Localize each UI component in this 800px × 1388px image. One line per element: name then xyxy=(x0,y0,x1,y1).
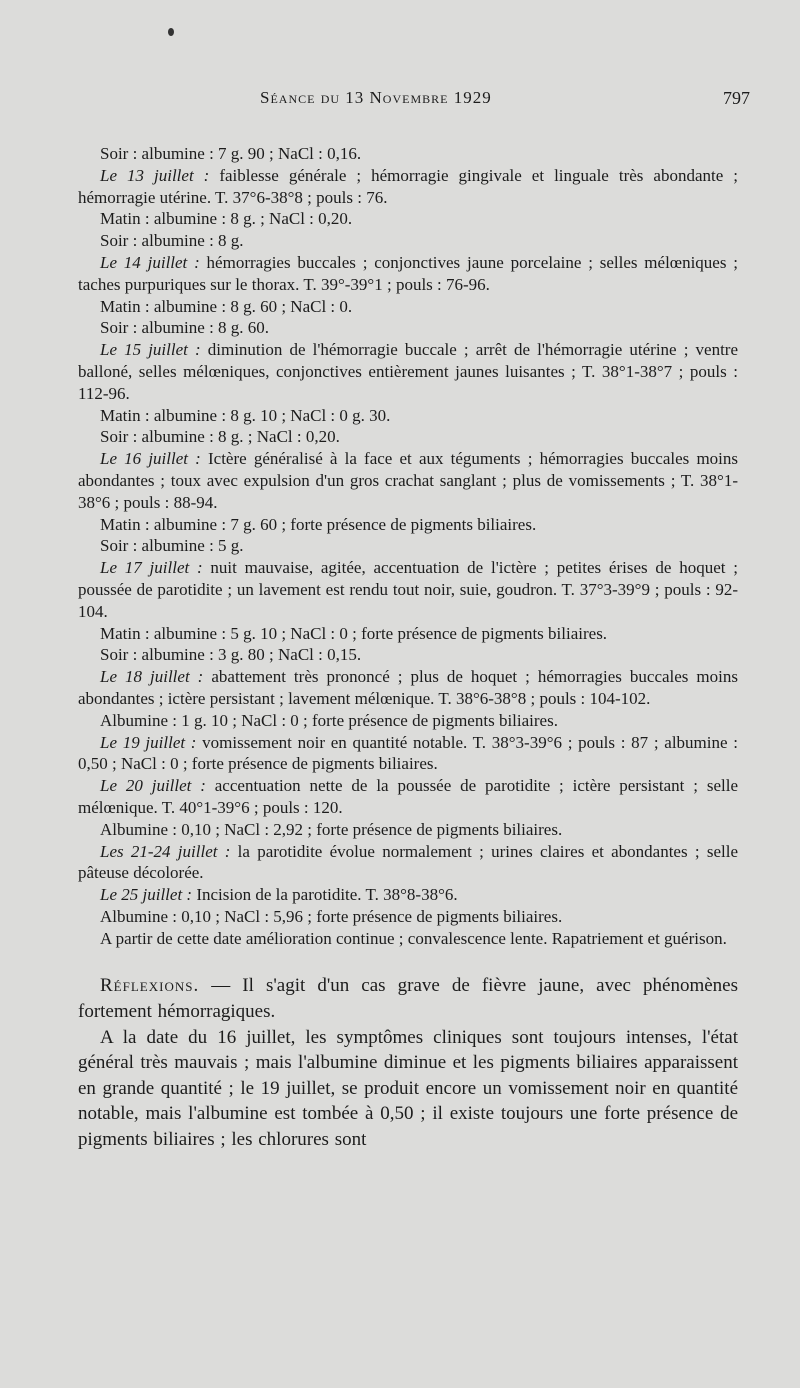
case-note-paragraph xyxy=(78,230,738,252)
case-note-text: diminution de l'hémorragie buccale ; arrêt de l'hémorragie utérine ; ventre balloné, selles mélœniques, conjonctives entièrement jaunes luisantes ; T. 38°1-38°7 ; pouls : 112-96. xyxy=(78,340,739,403)
case-note-paragraph xyxy=(78,819,738,841)
case-note-paragraph xyxy=(78,296,738,318)
case-note-paragraph xyxy=(78,557,738,622)
case-note-text: abattement très prononcé ; plus de hoquet ; hémorragies buccales moins abondantes ; ictère persistant ; lavement mélœnique. T. 38°6-38°8 ; pouls : 104-102. xyxy=(78,667,738,708)
reflexions-section xyxy=(78,973,738,1152)
case-note-date: Le 19 juillet : xyxy=(100,732,197,752)
case-note-date: Le 15 juillet : xyxy=(100,340,201,360)
case-note-paragraph xyxy=(78,841,738,885)
case-note-text: Albumine : 0,10 ; NaCl : 5,96 ; forte présence de pigments biliaires. xyxy=(100,906,563,926)
page-number: 797 xyxy=(723,88,750,108)
case-note-paragraph xyxy=(78,514,738,536)
case-note-paragraph xyxy=(78,317,738,339)
case-note-text: A partir de cette date amélioration continue ; convalescence lente. Rapatriement et guérison. xyxy=(100,928,727,948)
case-note-text: Ictère généralisé à la face et aux téguments ; hémorragies buccales moins abondantes ; toux avec expulsion d'un gros crachat sanglant ; plus de vomissements ; T. 38°1-38°6 ; pouls : 88-94. xyxy=(78,449,739,512)
case-note-paragraph xyxy=(78,884,738,906)
case-note-date: Le 20 juillet : xyxy=(100,776,206,796)
case-note-date: Le 18 juillet : xyxy=(100,667,204,687)
case-note-paragraph xyxy=(78,339,738,404)
case-note-paragraph xyxy=(78,448,738,513)
case-note-paragraph xyxy=(78,143,738,165)
case-note-text: Soir : albumine : 3 g. 80 ; NaCl : 0,15. xyxy=(100,645,362,665)
case-note-text: nuit mauvaise, agitée, accentuation de l'ictère ; petites érises de hoquet ; poussée de parotidite ; un lavement est rendu tout noir, suie, goudron. T. 37°3-39°9 ; pouls : 92-104. xyxy=(78,558,738,621)
case-note-paragraph xyxy=(78,732,738,776)
case-note-text: la parotidite évolue normalement ; urines claires et abondantes ; selle pâteuse décolorée. xyxy=(78,841,738,883)
case-note-text: Soir : albumine : 8 g. ; NaCl : 0,20. xyxy=(100,427,340,447)
case-note-paragraph xyxy=(78,928,738,950)
case-note-text: Soir : albumine : 7 g. 90 ; NaCl : 0,16. xyxy=(100,144,362,163)
case-note-paragraph xyxy=(78,775,738,819)
case-note-text: Matin : albumine : 8 g. 10 ; NaCl : 0 g. 30. xyxy=(100,405,391,425)
case-note-text: faiblesse générale ; hémorragie gingivale et linguale très abondante ; hémorragie utérine. T. 37°6-38°8 ; pouls : 76. xyxy=(78,165,738,207)
running-title: Séance du 13 Novembre 1929 xyxy=(260,88,492,107)
case-note-text: Matin : albumine : 8 g. ; NaCl : 0,20. xyxy=(100,209,353,229)
case-note-text: Matin : albumine : 8 g. 60 ; NaCl : 0. xyxy=(100,296,353,316)
case-note-text: Matin : albumine : 5 g. 10 ; NaCl : 0 ; forte présence de pigments biliaires. xyxy=(100,623,608,643)
case-note-paragraph xyxy=(78,426,738,448)
case-note-paragraph xyxy=(78,666,738,710)
case-note-paragraph xyxy=(78,906,738,928)
case-note-paragraph xyxy=(78,252,738,296)
case-note-text: hémorragies buccales ; conjonctives jaune porcelaine ; selles mélœniques ; taches purpuriques sur le thorax. T. 39°-39°1 ; pouls : 76-96. xyxy=(78,252,738,294)
case-note-paragraph xyxy=(78,405,738,427)
reflexions-paragraph-2: A la date du 16 juillet, les symptômes cliniques sont toujours intenses, l'état général très mauvais ; mais l'albumine diminue et les pigments biliaires apparaissent en grande quantité ; le 19 juillet, se produit encore un vomissement noir en quantité notable, mais l'albumine est tombée à 0,50 ; il existe toujours une forte présence de pigments biliaires ; les chlorures sont xyxy=(78,1026,738,1151)
case-note-text: accentuation nette de la poussée de parotidite ; ictère persistant ; selle mélœnique. T. 40°1-39°6 ; pouls : 120. xyxy=(78,776,738,817)
case-note-paragraph xyxy=(78,535,738,557)
reflexions-heading: Réflexions. xyxy=(100,975,200,997)
case-note-date: Le 13 juillet : xyxy=(100,165,210,185)
case-note-text: Soir : albumine : 8 g. 60. xyxy=(100,318,270,338)
case-notes xyxy=(78,143,738,1153)
case-note-text: vomissement noir en quantité notable. T. 38°3-39°6 ; pouls : 87 ; albumine : 0,50 ; NaCl : 0 ; forte présence de pigments biliaires. xyxy=(78,732,738,774)
case-note-date: Le 17 juillet : xyxy=(100,558,203,578)
case-note-paragraph xyxy=(78,208,738,230)
case-note-paragraph xyxy=(78,710,738,732)
case-note-paragraph xyxy=(78,623,738,645)
ink-spot xyxy=(168,28,174,36)
case-notes-list xyxy=(78,143,738,949)
case-note-text: Soir : albumine : 5 g. xyxy=(100,536,244,556)
reflexions-text-1: — Il s'agit d'un cas grave de fièvre jaune, avec phénomènes fortement hémorragiques. xyxy=(78,975,738,1023)
case-note-paragraph xyxy=(78,165,738,209)
case-note-text: Matin : albumine : 7 g. 60 ; forte présence de pigments biliaires. xyxy=(100,514,537,534)
case-note-date: Les 21-24 juillet : xyxy=(100,841,231,861)
case-note-text: Albumine : 1 g. 10 ; NaCl : 0 ; forte présence de pigments biliaires. xyxy=(100,710,558,730)
reflexions-paragraph-1 xyxy=(78,973,738,1024)
case-note-date: Le 16 juillet : xyxy=(100,449,201,469)
case-note-text: Albumine : 0,10 ; NaCl : 2,92 ; forte présence de pigments biliaires. xyxy=(100,819,563,839)
case-note-date: Le 25 juillet : xyxy=(100,885,193,905)
case-note-text: Soir : albumine : 8 g. xyxy=(100,231,244,251)
case-note-date: Le 14 juillet : xyxy=(100,252,200,272)
case-note-paragraph xyxy=(78,644,738,666)
case-note-text: Incision de la parotidite. T. 38°8-38°6. xyxy=(192,885,458,905)
